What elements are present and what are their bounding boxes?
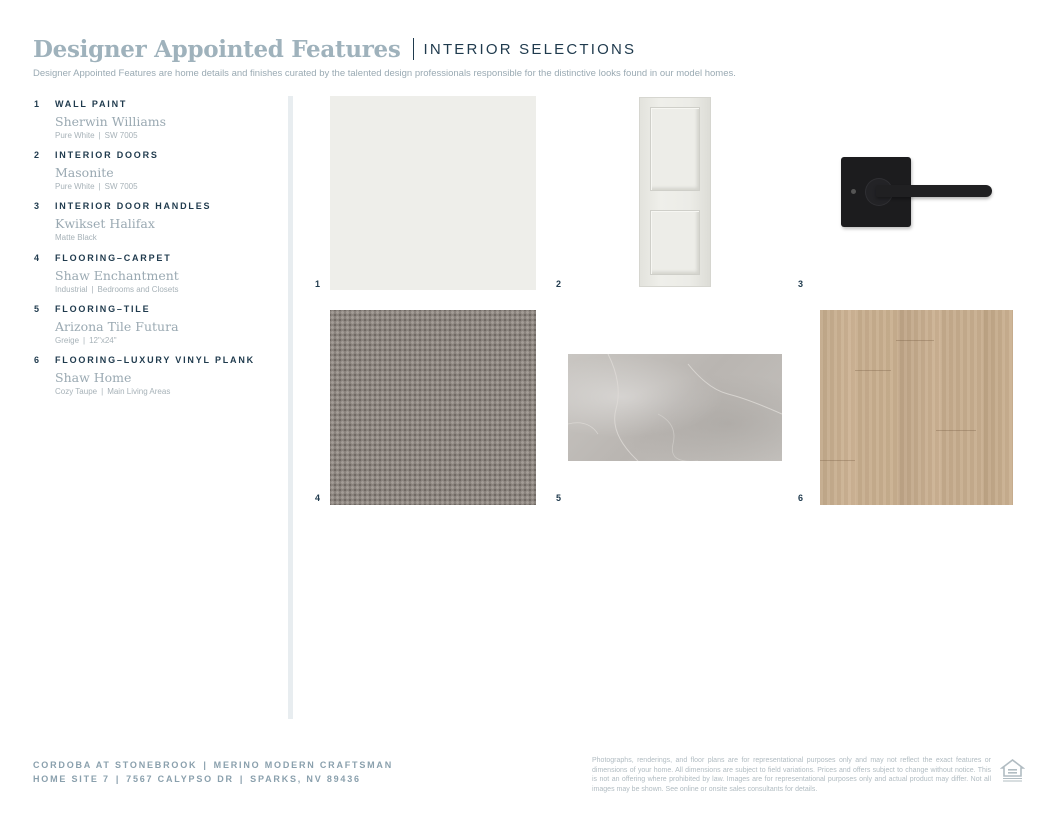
spec-detail: Main Living Areas <box>107 386 171 396</box>
selections-list <box>34 99 284 406</box>
item-spec <box>55 182 138 191</box>
swatch-number: 6 <box>798 493 804 503</box>
plank-joint <box>936 430 976 431</box>
plank-joint <box>896 340 934 341</box>
item-brand: Shaw Enchantment <box>55 267 179 283</box>
street-address: 7567 CALYPSO DR <box>126 774 234 784</box>
spec-separator: | <box>98 131 101 140</box>
title-row <box>33 32 1033 66</box>
equal-housing-opportunity-icon <box>1000 758 1025 784</box>
home-site: HOME SITE 7 <box>33 774 110 784</box>
community-name: CORDOBA AT STONEBROOK <box>33 760 198 770</box>
spec-detail: 12"x24" <box>89 335 117 345</box>
item-spec <box>55 233 97 242</box>
item-category: INTERIOR DOOR HANDLES <box>55 201 212 212</box>
item-number: 4 <box>34 252 41 263</box>
item-number: 1 <box>34 99 41 109</box>
spec-color: Greige <box>55 335 80 345</box>
item-spec <box>55 131 138 140</box>
item-number: 2 <box>34 150 41 161</box>
page-title: Designer Appointed Features <box>33 35 401 63</box>
spec-separator: | <box>98 182 101 192</box>
footer-line-1 <box>33 758 393 772</box>
footer-line-2 <box>33 772 393 786</box>
spec-color: Cozy Taupe <box>55 386 98 396</box>
carpet-swatch <box>330 310 536 505</box>
item-spec <box>55 285 178 294</box>
page-header <box>33 32 1033 79</box>
item-brand: Arizona Tile Futura <box>55 318 179 334</box>
footer-address <box>33 758 393 786</box>
item-brand: Masonite <box>55 165 114 181</box>
handle-lever <box>876 185 992 197</box>
spec-color: Industrial <box>55 284 88 294</box>
spec-color: Matte Black <box>55 233 97 243</box>
door-lower-panel <box>650 210 700 275</box>
item-number: 6 <box>34 354 41 365</box>
tile-swatch <box>568 354 782 461</box>
list-item <box>34 253 284 304</box>
item-number: 5 <box>34 303 41 314</box>
footer-separator: | <box>239 774 245 784</box>
item-category: INTERIOR DOORS <box>55 150 159 161</box>
page-subtitle: INTERIOR SELECTIONS <box>423 40 637 58</box>
spec-separator: | <box>91 284 94 294</box>
vertical-divider <box>288 96 293 719</box>
footer-separator: | <box>115 774 121 784</box>
city-state-zip: SPARKS, NV 89436 <box>250 774 361 784</box>
handle-keyhole <box>851 189 856 194</box>
item-brand: Shaw Home <box>55 369 132 385</box>
list-item <box>34 304 284 355</box>
tile-veining <box>568 354 782 461</box>
item-category: FLOORING–LUXURY VINYL PLANK <box>55 354 255 365</box>
item-category: FLOORING–CARPET <box>55 252 172 263</box>
footer-separator: | <box>203 760 208 770</box>
list-item <box>34 99 284 150</box>
plank-joint <box>855 370 891 371</box>
intro-text: Designer Appointed Features are home details and finishes curated by the talented design professionals responsible for the distinctive looks found in our model homes. <box>33 68 736 79</box>
title-divider <box>413 38 414 60</box>
list-item <box>34 201 284 252</box>
plan-name: MERINO MODERN CRAFTSMAN <box>213 760 394 770</box>
list-item <box>34 355 284 406</box>
spec-separator: | <box>101 386 104 396</box>
spec-detail: SW 7005 <box>104 131 138 140</box>
door-upper-panel <box>650 107 700 191</box>
vinyl-plank-swatch <box>820 310 1013 505</box>
spec-color: Pure White <box>55 131 95 140</box>
door-handle-image <box>840 157 993 228</box>
item-spec <box>55 387 170 396</box>
swatch-number: 5 <box>556 493 562 503</box>
swatch-number: 3 <box>798 279 804 289</box>
spec-detail: SW 7005 <box>104 182 138 192</box>
swatch-number: 1 <box>315 279 321 289</box>
list-item <box>34 150 284 201</box>
spec-color: Pure White <box>55 182 95 192</box>
door-image <box>639 97 711 287</box>
spec-detail: Bedrooms and Closets <box>97 284 179 294</box>
item-number: 3 <box>34 201 41 212</box>
item-brand: Kwikset Halifax <box>55 216 155 232</box>
item-category: WALL PAINT <box>55 99 128 109</box>
item-category: FLOORING–TILE <box>55 303 151 314</box>
item-spec <box>55 336 117 345</box>
spec-separator: | <box>83 335 86 345</box>
paint-swatch <box>330 96 536 290</box>
plank-joint <box>820 460 855 461</box>
item-brand: Sherwin Williams <box>55 114 167 129</box>
swatch-number: 4 <box>315 493 321 503</box>
swatch-number: 2 <box>556 279 562 289</box>
legal-disclaimer: Photographs, renderings, and floor plans are for representational purposes only and may not reflect the exact features or dimensions of your home. All dimensions are subject to field variations. Prices and offers subject to change without notice. This is not an offering where prohibited by law. Images are for representational purposes only and actual product may differ. Not all images may be shown. See online or onsite sales consultants for details. <box>592 757 991 793</box>
